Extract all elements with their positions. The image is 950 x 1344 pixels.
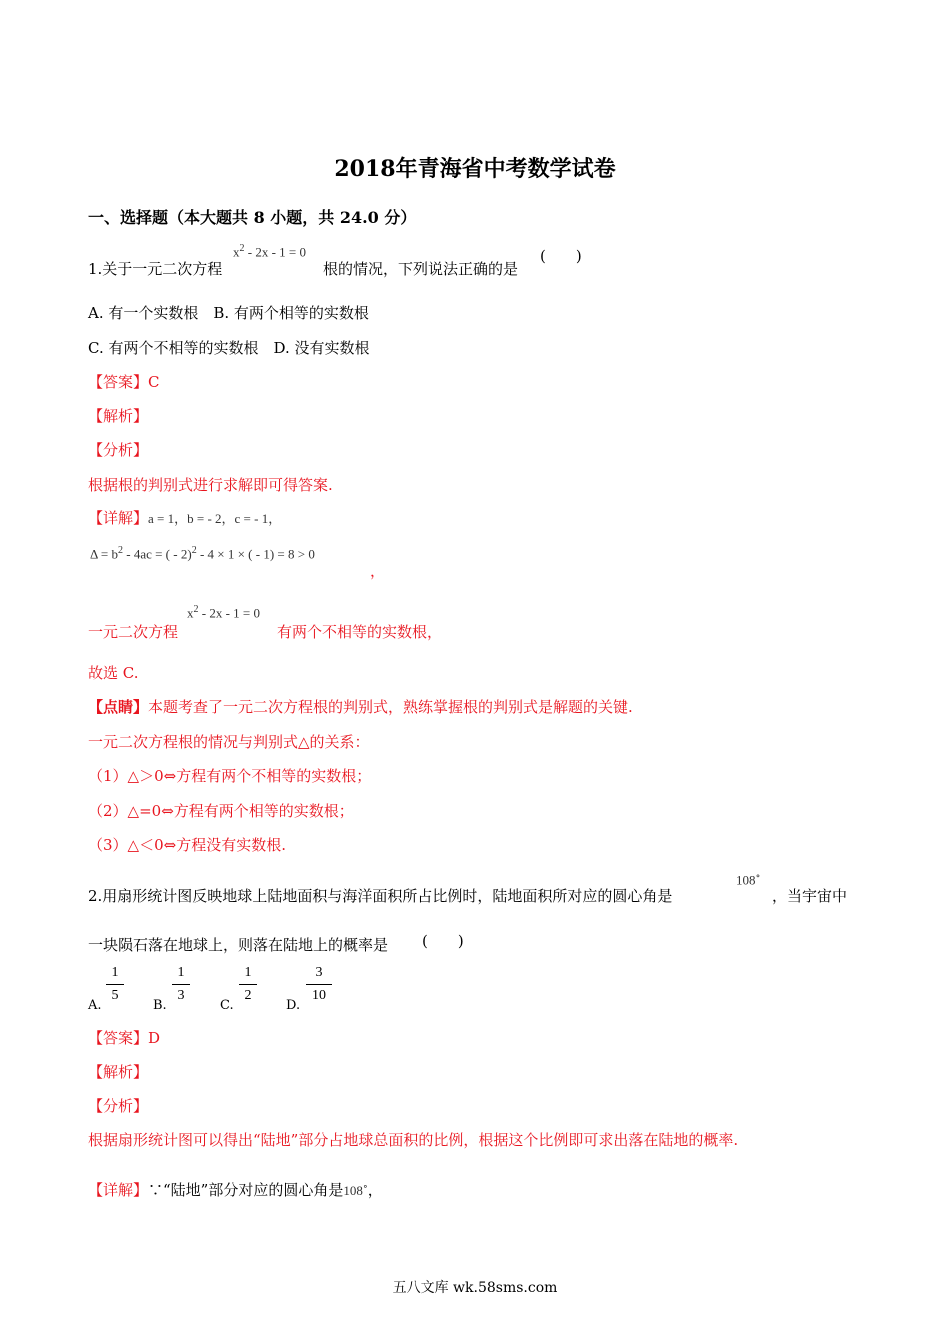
q1-detail-tag: 【详解】 [88, 509, 149, 527]
q2-jiexi-tag: 【解析】 [88, 1063, 149, 1081]
q2-stem-line2: 一块陨石落在地球上，则落在陆地上的概率是 [88, 936, 389, 954]
q1-choose: 故选 C. [88, 664, 139, 682]
footer-watermark: 五八文库 wk.58sms.com [392, 1280, 558, 1296]
page-title: 2018年青海省中考数学试卷 [334, 156, 616, 182]
q2-answer: 【答案】D [88, 1029, 161, 1047]
q1-fenxi-tag: 【分析】 [88, 441, 149, 459]
q2-option-a-label: A. [88, 998, 102, 1013]
q2-option-a-fraction: 1 5 [106, 965, 124, 1004]
section-heading: 一、选择题（本大题共 8 小题，共 24.0 分） [88, 208, 417, 227]
q1-jiexi-tag: 【解析】 [88, 407, 149, 425]
q1-detail [88, 507, 281, 528]
q2-option-c-label: C. [220, 998, 234, 1013]
q2-stem-start: 2.用扇形统计图反映地球上陆地面积与海洋面积所占比例时，陆地面积所对应的圆心角是 [88, 887, 673, 905]
q1-delta-comma: ， [370, 562, 386, 580]
q2-angle: 108∘ [736, 871, 761, 888]
q1-options-ab: A. 有一个实数根 B. 有两个相等的实数根 [88, 304, 369, 322]
q2-fenxi-tag: 【分析】 [88, 1097, 149, 1115]
q2-detail-angle: 108∘ [343, 1181, 368, 1198]
q1-detail-values: a = 1，b = - 2，c = - 1， [148, 511, 282, 526]
q1-conclusion-end: 有两个不相等的实数根， [277, 623, 443, 641]
q1-paren: ( ) [540, 247, 582, 265]
q1-stem-start: 1.关于一元二次方程 [88, 260, 223, 278]
q2-paren: ( ) [422, 932, 464, 950]
q2-option-c-fraction: 1 2 [239, 965, 257, 1004]
q2-option-d-fraction: 3 10 [306, 965, 332, 1004]
q2-option-b-label: B. [153, 998, 167, 1013]
q2-stem-mid: ，当宇宙中 [772, 887, 848, 905]
q1-dianjing: 【点睛】本题考查了一元二次方程根的判别式，熟练掌握根的判别式是解题的关键. [88, 698, 633, 716]
q1-stem-end: 根的情况，下列说法正确的是 [323, 260, 519, 278]
q1-rule-1: （1）△＞0⇔方程有两个不相等的实数根； [88, 767, 372, 785]
q1-answer: 【答案】C [88, 373, 160, 391]
q2-option-b-fraction: 1 3 [172, 965, 190, 1004]
q1-equation: $x^2 - 2x - 1 = 0$ [233, 243, 306, 260]
q1-analysis: 根据根的判别式进行求解即可得答案. [88, 476, 333, 494]
q1-rule-2: （2）△=0⇔方程有两个相等的实数根； [88, 802, 354, 820]
q1-conclusion-start: 一元二次方程 [88, 623, 179, 641]
q2-option-d-label: D. [286, 998, 301, 1013]
q1-rule-3: （3）△＜0⇔方程没有实数根. [88, 836, 286, 854]
q2-analysis: 根据扇形统计图可以得出“陆地”部分占地球总面积的比例，根据这个比例即可求出落在陆地的概率. [88, 1131, 739, 1149]
q1-relation: 一元二次方程根的情况与判别式△的关系： [88, 733, 370, 751]
q1-delta-formula: $\Delta = b^2 - 4ac$ = ( - 2)$^2$ - 4 × 1 × ( - 1) = 8 > 0 [90, 545, 315, 562]
q1-conclusion-equation: $x^2 - 2x - 1 = 0$ [187, 604, 260, 621]
q2-detail: 【详解】∵“陆地”部分对应的圆心角是108∘， [88, 1181, 383, 1199]
q1-options-cd: C. 有两个不相等的实数根 D. 没有实数根 [88, 339, 370, 357]
